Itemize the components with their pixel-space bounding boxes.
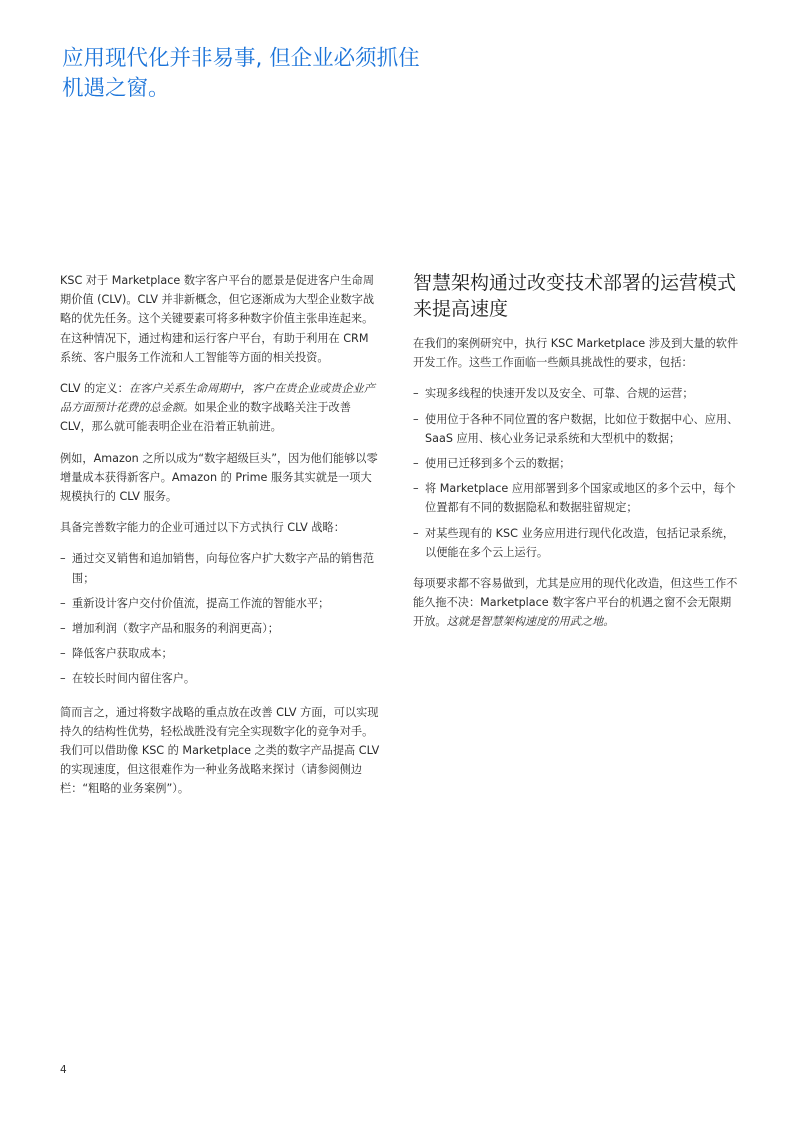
conclusion-paragraph: [413, 574, 739, 632]
bullet-dash: –: [60, 647, 66, 661]
bullet-dash: –: [413, 526, 419, 540]
bullet-dash: –: [60, 672, 66, 686]
list-item-text: 实现多线程的快速开发以及安全、可靠、合规的运营；: [425, 387, 694, 401]
case-study-paragraph: 在我们的案例研究中，执行 KSC Marketplace 涉及到大量的软件开发工作。这些工作面临一些颇具挑战性的要求，包括：: [413, 337, 739, 370]
conclusion-italic: 这就是智慧架构速度的用武之地。: [446, 615, 615, 629]
list-item: [413, 454, 739, 473]
list-item-text: 将 Marketplace 应用部署到多个国家或地区的多个云中，每个位置都有不同的数据隐私和数据驻留规定；: [425, 482, 736, 515]
left-column: [60, 271, 382, 811]
page-title: 应用现代化并非易事, 但企业必须抓住机遇之窗。: [62, 46, 420, 101]
bullet-dash: –: [60, 622, 66, 636]
clv-strategy-list: [60, 549, 382, 688]
requirements-list: [413, 384, 739, 562]
intro-paragraph: KSC 对于 Marketplace 数字客户平台的愿景是促进客户生命周期价值 (CLV)。CLV 并非新概念，但它逐渐成为大型企业数字战略的优先任务。这个关键要素可将多种数字价值主张串连起来。在这种情况下，通过构建和运行客户平台，有助于利用在 CRM 系统、客户服务工作流和人工智能等方面的相关投资。: [60, 274, 375, 364]
summary-paragraph: 简而言之，通过将数字战略的重点放在改善 CLV 方面，可以实现持久的结构性优势，轻松战胜没有完全实现数字化的竞争对手。我们可以借助像 KSC 的 Marketplace 之类的数字产品提高 CLV 的实现速度，但这很难作为一种业务战略来探讨（请参阅侧边栏：“粗略的业务案例”）。: [60, 705, 380, 796]
list-item: [60, 644, 382, 663]
list-item-text: 增加利润（数字产品和服务的利润更高）；: [72, 622, 279, 636]
bullet-dash: –: [413, 457, 419, 471]
bullet-dash: –: [413, 482, 419, 496]
bullet-dash: –: [413, 387, 419, 401]
clv-definition-italic: 在客户关系生命周期中，客户在贵企业或贵企业产品方面预计花费的总金额。: [60, 382, 375, 415]
list-item: [60, 549, 382, 587]
bullet-dash: –: [60, 552, 66, 566]
list-item: [413, 479, 739, 517]
list-item-text: 对某些现有的 KSC 业务应用进行现代化改造，包括记录系统，以便能在多个云上运行。: [425, 526, 735, 559]
list-item: [60, 669, 382, 688]
conclusion-text: 每项要求都不容易做到，尤其是应用的现代化改造，但这些工作不能久拖不决：Marketplace 数字客户平台的机遇之窗不会无限期开放。: [413, 577, 738, 629]
clv-definition-label: CLV 的定义：: [60, 382, 129, 396]
list-item: [413, 384, 739, 403]
list-item: [60, 619, 382, 638]
list-item: [413, 524, 739, 562]
amazon-example-paragraph: 例如，Amazon 之所以成为“数字超级巨头”，因为他们能够以零增量成本获得新客户。Amazon 的 Prime 服务其实就是一项大规模执行的 CLV 服务。: [60, 451, 378, 504]
clv-definition-suffix: 如果企业的数字战略关注于改善 CLV，那么就可能表明企业在沿着正轨前进。: [60, 401, 351, 434]
list-item: [60, 594, 382, 613]
list-item-text: 降低客户获取成本；: [72, 647, 173, 661]
right-column: [413, 334, 739, 644]
list-item-text: 在较长时间内留住客户。: [72, 672, 196, 686]
list-item: [413, 410, 739, 448]
section-heading: 智慧架构通过改变技术部署的运营模式来提高速度: [413, 272, 737, 320]
page-number: 4: [60, 1064, 67, 1076]
list-item-text: 使用已迁移到多个云的数据；: [425, 457, 571, 471]
clv-definition-paragraph: [60, 379, 382, 437]
list-item-text: 重新设计客户交付价值流，提高工作流的智能水平；: [72, 596, 330, 610]
list-item-text: 通过交叉销售和追加销售，向每位客户扩大数字产品的销售范围；: [72, 552, 375, 585]
clv-strategy-intro: 具备完善数字能力的企业可通过以下方式执行 CLV 战略：: [60, 521, 345, 535]
bullet-dash: –: [413, 412, 419, 426]
list-item-text: 使用位于各种不同位置的客户数据，比如位于数据中心、应用、SaaS 应用、核心业务记录系统和大型机中的数据；: [425, 412, 739, 445]
bullet-dash: –: [60, 596, 66, 610]
